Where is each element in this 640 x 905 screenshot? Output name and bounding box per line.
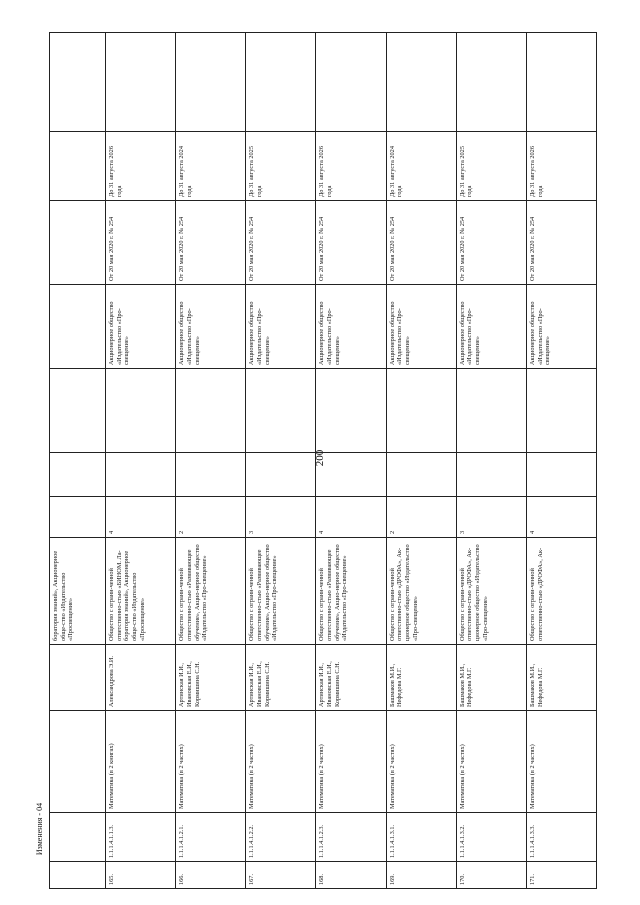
order-cell: От 20 мая 2020 г. № 254 bbox=[176, 201, 246, 285]
grade-cell: 4 bbox=[526, 497, 596, 538]
row-number-cell: 165. bbox=[106, 862, 176, 889]
table-row bbox=[316, 33, 386, 889]
empty-cell bbox=[386, 369, 456, 453]
valid-until-cell: До 31 августа 2025 года bbox=[456, 132, 526, 201]
rights-holder-cell: Акционерное общество «Издательство «Про-свещение» bbox=[526, 285, 596, 369]
empty-cell bbox=[526, 453, 596, 497]
page-number: 200 bbox=[314, 449, 326, 467]
title-cell: Математика (в 2 частях) bbox=[246, 711, 316, 813]
title-cell: Математика (в 2 частях) bbox=[176, 711, 246, 813]
grade-cell: 2 bbox=[386, 497, 456, 538]
order-cell: От 20 мая 2020 г. № 254 bbox=[456, 201, 526, 285]
textbook-list-table bbox=[49, 33, 597, 889]
empty-cell bbox=[316, 369, 386, 453]
valid-until-cell: До 31 августа 2025 года bbox=[246, 132, 316, 201]
code-cell: 1.1.1.4.1.1.3. bbox=[106, 813, 176, 862]
table-row bbox=[246, 33, 316, 889]
table-row bbox=[526, 33, 596, 889]
publisher-cell: боратория знаний», Акционерное обще-ство «Издательство «Просвещение» bbox=[50, 538, 106, 645]
grade-cell: 3 bbox=[456, 497, 526, 538]
code-cell: 1.1.1.4.1.3.3. bbox=[526, 813, 596, 862]
code-cell: 1.1.1.4.1.3.1. bbox=[386, 813, 456, 862]
authors-cell: Башмаков М.И., Нефедова М.Г. bbox=[386, 645, 456, 711]
row-number-cell: 169. bbox=[386, 862, 456, 889]
publisher-cell: Общество с ограни-ченной ответственно-стью «Развивающее обучение», Акцио-нерное общество «Издательство «Про-свещение» bbox=[316, 538, 386, 645]
code-cell: 1.1.1.4.1.2.3. bbox=[316, 813, 386, 862]
table-row bbox=[106, 33, 176, 889]
rights-holder-cell: Акционерное общество «Издательство «Про-свещение» bbox=[106, 285, 176, 369]
rights-holder-cell: Акционерное общество «Издательство «Про-свещение» bbox=[316, 285, 386, 369]
empty-cell bbox=[456, 33, 526, 132]
empty-cell bbox=[246, 369, 316, 453]
publisher-cell: Общество с ограни-ченной ответственно-стью «ДРОФА», Ак-ционерное общество «Издательство «Про-свещение» bbox=[456, 538, 526, 645]
empty-cell bbox=[176, 33, 246, 132]
code-cell: 1.1.1.4.1.3.2. bbox=[456, 813, 526, 862]
valid-until-cell: До 31 августа 2026 года bbox=[526, 132, 596, 201]
empty-cell bbox=[176, 369, 246, 453]
order-cell: От 20 мая 2020 г. № 254 bbox=[526, 201, 596, 285]
valid-until-cell: До 31 августа 2026 года bbox=[106, 132, 176, 201]
footer-note: Изменения - 04 bbox=[35, 802, 44, 856]
valid-until-cell: До 31 августа 2024 года bbox=[386, 132, 456, 201]
empty-cell bbox=[386, 453, 456, 497]
row-number-cell: 167. bbox=[246, 862, 316, 889]
order-cell: От 20 мая 2020 г. № 254 bbox=[106, 201, 176, 285]
valid-until-cell: До 31 августа 2026 года bbox=[316, 132, 386, 201]
rights-holder-cell: Акционерное общество «Издательство «Про-свещение» bbox=[386, 285, 456, 369]
code-cell: 1.1.1.4.1.2.1. bbox=[176, 813, 246, 862]
title-cell: Математика (в 2 книгах) bbox=[106, 711, 176, 813]
order-cell: От 20 мая 2020 г. № 254 bbox=[246, 201, 316, 285]
rights-holder-cell: Акционерное общество «Издательство «Про-свещение» bbox=[246, 285, 316, 369]
empty-cell bbox=[246, 33, 316, 132]
table-row-continuation bbox=[50, 33, 106, 889]
grade-cell: 4 bbox=[106, 497, 176, 538]
rights-holder-cell: Акционерное общество «Издательство «Про-свещение» bbox=[456, 285, 526, 369]
grade-cell: 3 bbox=[246, 497, 316, 538]
row-number-cell: 168. bbox=[316, 862, 386, 889]
publisher-cell: Общество с ограни-ченной ответственно-стью «ДРОФА», Ак- bbox=[526, 538, 596, 645]
order-cell: От 20 мая 2020 г. № 254 bbox=[316, 201, 386, 285]
row-number-cell: 171. bbox=[526, 862, 596, 889]
grade-cell: 2 bbox=[176, 497, 246, 538]
empty-cell bbox=[316, 33, 386, 132]
title-cell: Математика (в 2 частях) bbox=[386, 711, 456, 813]
empty-cell bbox=[386, 33, 456, 132]
publisher-cell: Общество с ограни-ченной ответственно-стью «ДРОФА», Ак-ционерное общество «Издательство «Про-свещение» bbox=[386, 538, 456, 645]
empty-cell bbox=[106, 453, 176, 497]
publisher-cell: Общество с ограни-ченной ответственно-стью «Развивающее обучение», Акцио-нерное общество «Издательство «Про-свещение» bbox=[246, 538, 316, 645]
empty-cell bbox=[316, 453, 386, 497]
empty-cell bbox=[106, 33, 176, 132]
empty-cell bbox=[526, 369, 596, 453]
authors-cell: Артинская И.И., Ивановская Е.И., Кормишина С.Н. bbox=[316, 645, 386, 711]
table-row bbox=[176, 33, 246, 889]
title-cell: Математика (в 2 частях) bbox=[316, 711, 386, 813]
authors-cell: Башмаков М.И., Нефедова М.Г. bbox=[456, 645, 526, 711]
empty-cell bbox=[456, 369, 526, 453]
row-number-cell: 170. bbox=[456, 862, 526, 889]
grade-cell: 4 bbox=[316, 497, 386, 538]
title-cell: Математика (в 2 частях) bbox=[456, 711, 526, 813]
valid-until-cell: До 31 августа 2024 года bbox=[176, 132, 246, 201]
empty-cell bbox=[176, 453, 246, 497]
table-row bbox=[456, 33, 526, 889]
empty-cell bbox=[456, 453, 526, 497]
publisher-cell: Общество с ограни-ченной ответственно-стью «БИНОМ. Ла-боратория знаний», Акционерное обще-ство «Издательство «Просвещение» bbox=[106, 538, 176, 645]
authors-cell: Артинская И.И., Ивановская Е.И., Кормишина С.Н. bbox=[246, 645, 316, 711]
order-cell: От 20 мая 2020 г. № 254 bbox=[386, 201, 456, 285]
row-number-cell: 166. bbox=[176, 862, 246, 889]
table-row bbox=[386, 33, 456, 889]
publisher-cell: Общество с ограни-ченной ответственно-стью «Развивающее обучение», Акцио-нерное общество «Издательство «Про-свещение» bbox=[176, 538, 246, 645]
authors-cell: Александрова Э.И. bbox=[106, 645, 176, 711]
rights-holder-cell: Акционерное общество «Издательство «Про-свещение» bbox=[176, 285, 246, 369]
empty-cell bbox=[526, 33, 596, 132]
empty-cell bbox=[106, 369, 176, 453]
authors-cell: Башмаков М.И., Нефедова М.Г. bbox=[526, 645, 596, 711]
code-cell: 1.1.1.4.1.2.2. bbox=[246, 813, 316, 862]
title-cell: Математика (в 2 частях) bbox=[526, 711, 596, 813]
empty-cell bbox=[246, 453, 316, 497]
authors-cell: Артинская И.И., Ивановская Е.И., Кормишина С.Н. bbox=[176, 645, 246, 711]
